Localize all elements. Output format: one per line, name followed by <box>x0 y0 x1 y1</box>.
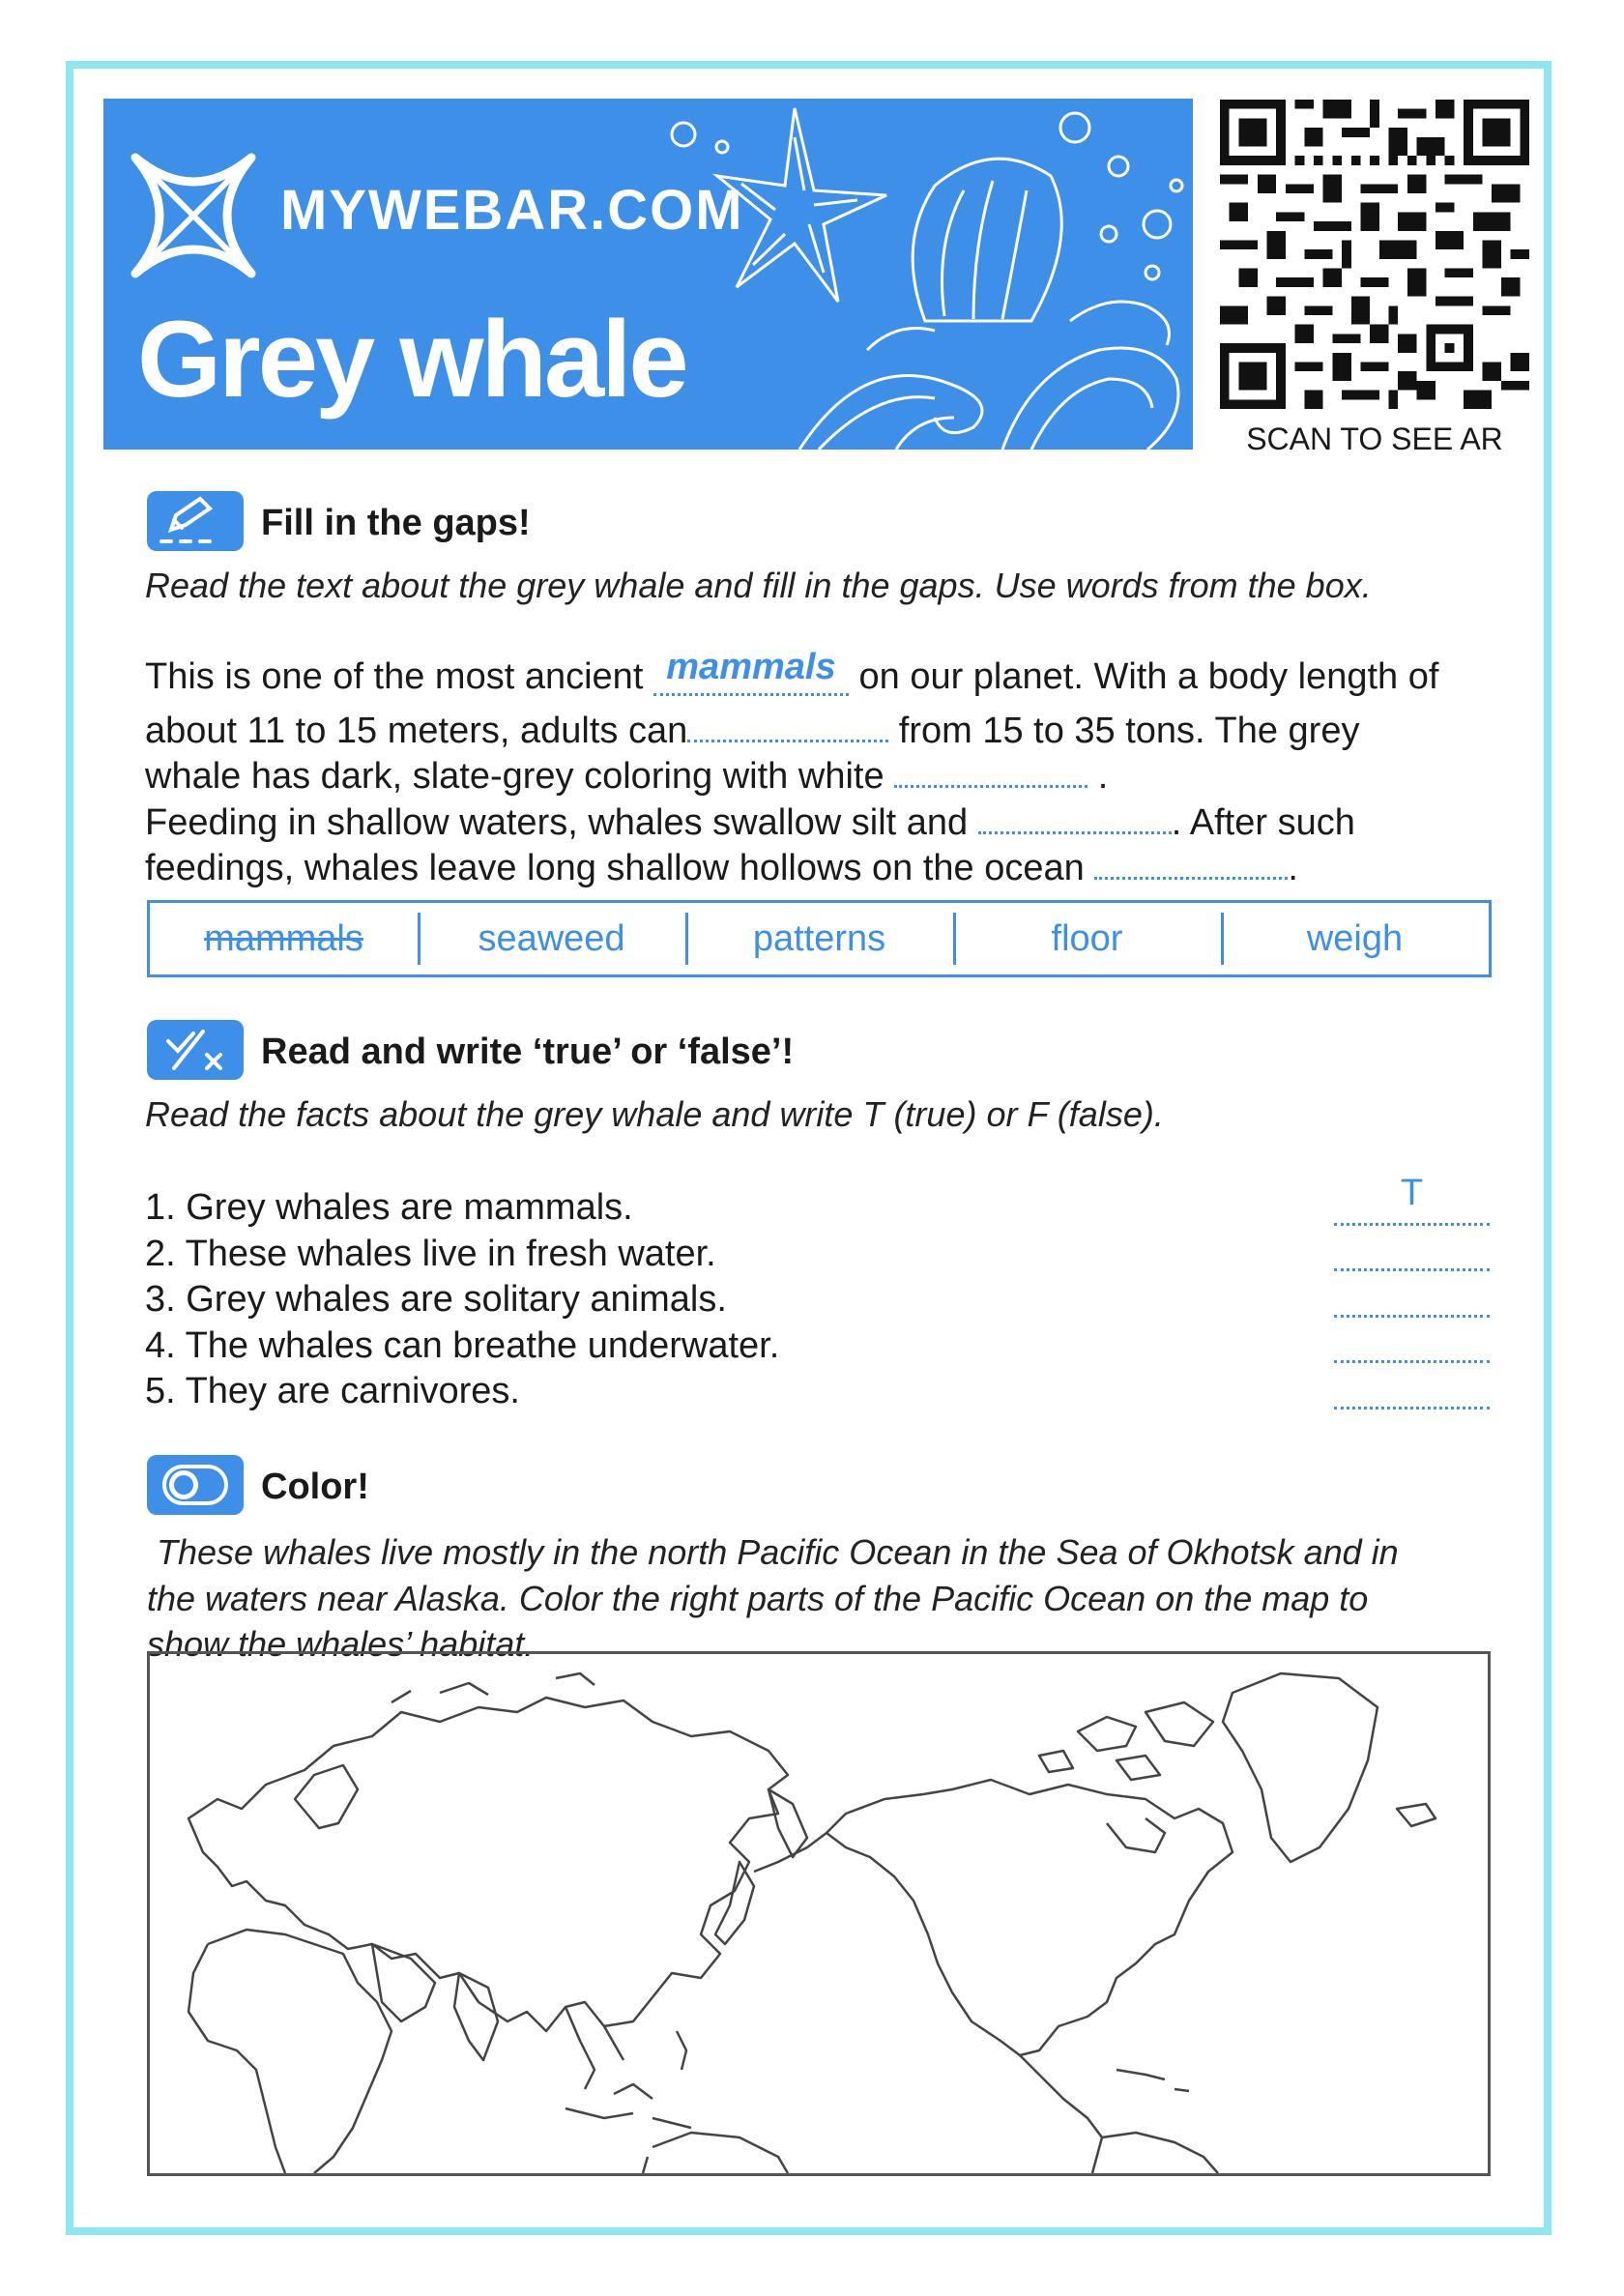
answer-field-2[interactable] <box>1334 1230 1490 1271</box>
header-banner <box>103 99 1193 450</box>
gap-field-4[interactable] <box>978 793 1172 834</box>
section2-title: Read and write ‘true’ or ‘false’! <box>261 1032 795 1072</box>
text-fragment: This is one of the most ancient <box>145 656 653 697</box>
word-option: seaweed <box>418 903 685 974</box>
instruction-line: show the whales’ habitat. <box>147 1624 535 1664</box>
gap-field-5[interactable] <box>1094 838 1288 880</box>
fact-item: 4. The whales can breathe underwater. <box>145 1324 780 1366</box>
fact-item: 2. These whales live in fresh water. <box>145 1233 716 1274</box>
gap-field-3[interactable] <box>894 746 1088 788</box>
world-map[interactable] <box>147 1651 1491 2176</box>
check-cross-icon <box>147 1020 244 1080</box>
text-fragment: about 11 to 15 meters, adults can <box>145 710 688 751</box>
word-option: floor <box>953 903 1221 974</box>
gap-line <box>145 838 1438 888</box>
text-fragment: . <box>1288 848 1298 888</box>
gap-line <box>145 746 1438 797</box>
instruction-line: the waters near Alaska. Color the right parts of the Pacific Ocean on the map to <box>147 1578 1369 1618</box>
text-fragment: . After such <box>1171 801 1355 843</box>
text-fragment: Feeding in shallow waters, whales swallow silt and <box>145 801 978 843</box>
gap-answer: mammals <box>666 647 836 687</box>
gap-field-2[interactable] <box>687 701 888 742</box>
answer-field-5[interactable] <box>1334 1368 1490 1410</box>
answer-field-1[interactable] <box>1334 1173 1490 1226</box>
text-fragment: on our planet. With a body length of <box>848 656 1439 697</box>
word-option: patterns <box>685 903 953 974</box>
brand-name: MYWEBAR.COM <box>280 179 744 242</box>
toggle-icon <box>147 1455 244 1515</box>
gap-text <box>145 647 1439 888</box>
gap-field-1[interactable] <box>653 647 849 696</box>
fact-item: 1. Grey whales are mammals. <box>145 1187 633 1228</box>
answer-text: T <box>1400 1173 1424 1213</box>
world-map-outline-icon <box>150 1654 1488 2173</box>
instruction-line: These whales live mostly in the north Pacific Ocean in the Sea of Okhotsk and in <box>147 1532 1399 1572</box>
pencil-icon <box>147 491 244 551</box>
fact-list <box>145 1185 779 1415</box>
word-option: weigh <box>1221 903 1489 974</box>
fact-item: 5. They are carnivores. <box>145 1371 520 1411</box>
text-fragment: whale has dark, slate-grey coloring with white <box>145 756 895 797</box>
text-fragment: from 15 to 35 tons. The grey <box>888 710 1360 751</box>
section3-title: Color! <box>261 1467 369 1507</box>
answer-field-4[interactable] <box>1334 1322 1490 1363</box>
fact-item: 3. Grey whales are solitary animals. <box>145 1279 727 1320</box>
qr-code[interactable] <box>1220 100 1529 409</box>
section3-instruction <box>147 1529 1500 1668</box>
text-fragment: feedings, whales leave long shallow hollows on the ocean <box>145 848 1095 888</box>
word-option: mammals <box>204 918 363 959</box>
answer-field-3[interactable] <box>1334 1276 1490 1318</box>
section1-title: Fill in the gaps! <box>261 503 531 543</box>
text-fragment: . <box>1088 756 1109 797</box>
section2-instruction: Read the facts about the grey whale and write T (true) or F (false). <box>145 1094 1164 1134</box>
scan-label: SCAN TO SEE AR <box>1246 421 1503 456</box>
section1-instruction: Read the text about the grey whale and fill in the gaps. Use words from the box. <box>145 566 1372 605</box>
word-box <box>147 900 1492 977</box>
gap-line <box>145 701 1438 751</box>
gap-line <box>145 793 1438 843</box>
gap-line <box>145 647 1439 701</box>
page-title: Grey whale <box>137 299 686 420</box>
sea-decoration-icon <box>103 99 1193 450</box>
